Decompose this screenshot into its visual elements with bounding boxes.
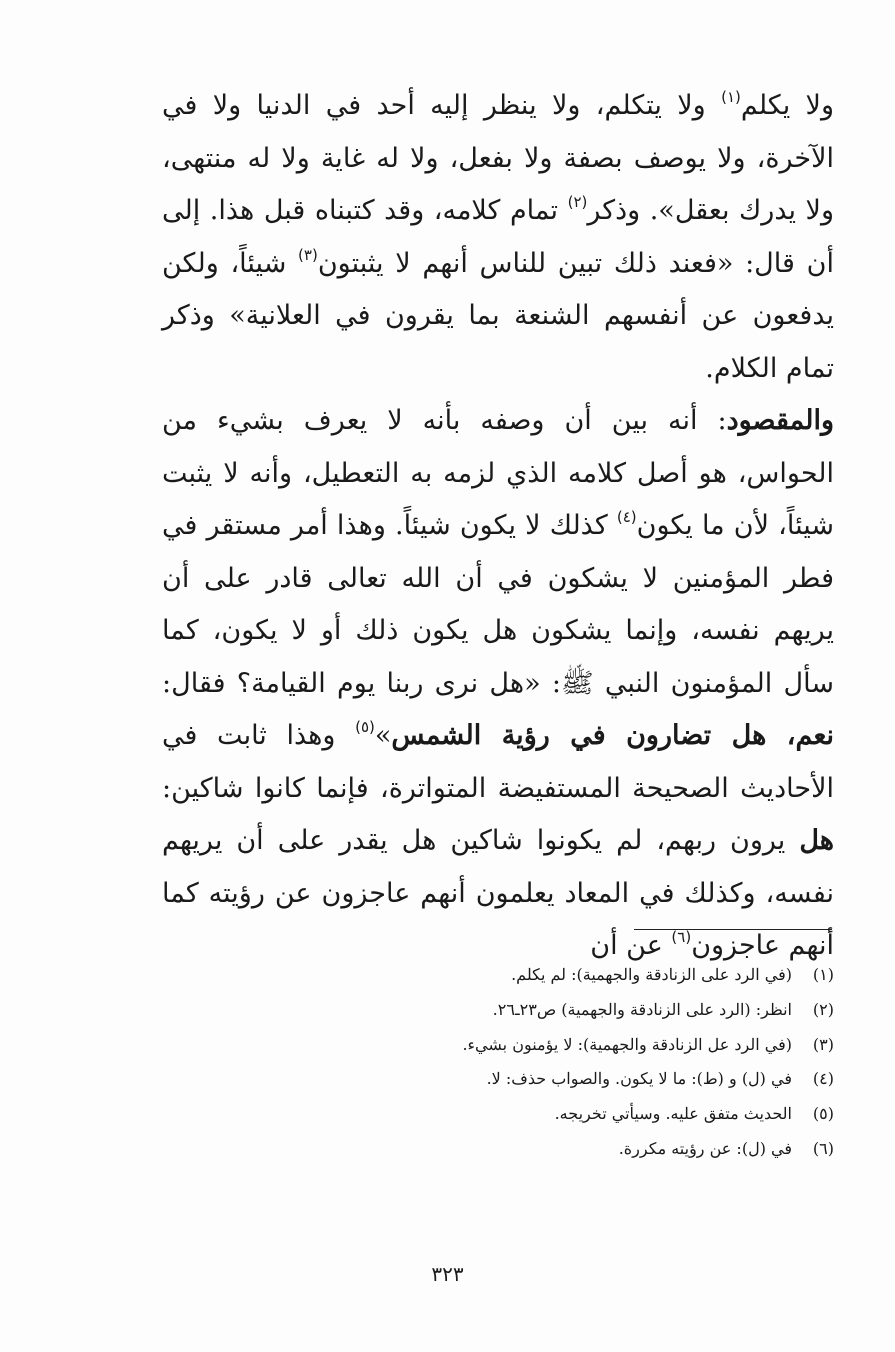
footnote-ref-6[interactable]: (٦): [671, 928, 692, 946]
footnote-number: (٥): [812, 1104, 834, 1124]
text-segment: ولا يتكلم، ولا ينظر إليه أحد في الدنيا ولا في الآخرة، ولا يوصف بصفة ولا بفعل، ولا له غاية ولا له منتهى، ولا يدرك بعقل». وذكر: [162, 90, 834, 226]
footnote-separator: [634, 929, 832, 930]
footnote-text: (في الرد على الزنادقة والجهمية): لم يكلم.: [511, 965, 792, 984]
paragraph-2: [162, 395, 834, 973]
footnote-ref-3[interactable]: (٣): [298, 245, 318, 264]
footnote-ref-1[interactable]: (١): [721, 88, 741, 106]
paragraph-1: [162, 80, 834, 395]
bold-hadith: نعم، هل تضارون في رؤية الشمس: [391, 720, 834, 751]
footnote-number: (٢): [812, 999, 834, 1019]
main-text: [162, 80, 834, 973]
footnote-text: (في الرد عل الزنادقة والجهمية): لا يؤمنون بشيء.: [462, 1034, 792, 1054]
text-segment: عن أن: [590, 930, 672, 961]
footnote-number: (٤): [812, 1069, 834, 1089]
footnotes-list: [162, 958, 834, 1167]
text-segment: ولا يكلم: [740, 90, 834, 121]
text-segment: وهذا ثابت في الأحاديث الصحيحة المستفيضة المتواترة، فإنما كانوا شاكين:: [162, 720, 834, 804]
footnote-item: [162, 993, 834, 1028]
footnote-text: الحديث متفق عليه. وسيأتي تخريجه.: [554, 1104, 792, 1124]
footnote-item: [162, 1132, 834, 1167]
bold-term: والمقصود: [726, 405, 834, 436]
page-number: ٣٢٣: [431, 1262, 464, 1286]
footnote-number: (٣): [812, 1034, 834, 1054]
text-segment: شيئاً، ولكن يدفعون عن أنفسهم الشنعة بما يقرون في العلانية» وذكر تمام الكلام.: [162, 247, 834, 384]
footnote-item: [162, 958, 834, 993]
footnote-ref-2[interactable]: (٢): [567, 193, 588, 211]
footnote-text: انظر: (الرد على الزنادقة والجهمية) ص٢٣ـ٢٦.: [492, 999, 792, 1019]
bold-word: هل: [799, 825, 834, 856]
footnote-ref-4[interactable]: (٤): [616, 508, 637, 526]
text-segment: »: [374, 720, 392, 751]
footnote-text: في (ل) و (ط): ما لا يكون. والصواب حذف: لا.: [486, 1069, 792, 1089]
footnote-item: [162, 1062, 834, 1097]
footnote-number: (١): [812, 965, 834, 984]
text-segment: يرون ربهم، لم يكونوا شاكين هل يقدر على أن يريهم نفسه، وكذلك في المعاد يعلمون أنهم عاجزون عن رؤيته كما أنهم عاجزون: [162, 825, 834, 961]
footnote-text: في (ل): عن رؤيته مكررة.: [618, 1138, 792, 1158]
footnote-ref-5[interactable]: (٥): [355, 718, 375, 736]
footnote-item: [162, 1097, 834, 1132]
text-segment: كذلك لا يكون شيئاً. وهذا أمر مستقر في فطر المؤمنين لا يشكون في أن الله تعالى قادر على أن يريهم نفسه، وإنما يشكون هل يكون ذلك أو لا يكون، كما سأل المؤمنون النبي ﷺ: «هل نرى ربنا يوم القيامة؟ فقال:: [162, 510, 834, 699]
text-segment: : أنه بين أن وصفه بأنه لا يعرف بشيء من الحواس، هو أصل كلامه الذي لزمه به التعطيل، وأنه لا يثبت شيئاً، لأن ما يكون: [162, 405, 834, 541]
text-segment: تمام كلامه، وقد كتبناه قبل هذا. إلى أن قال: «فعند ذلك تبين للناس أنهم لا يثبتون: [162, 195, 834, 279]
footnote-item: [162, 1028, 834, 1063]
footnote-number: (٦): [812, 1138, 834, 1158]
